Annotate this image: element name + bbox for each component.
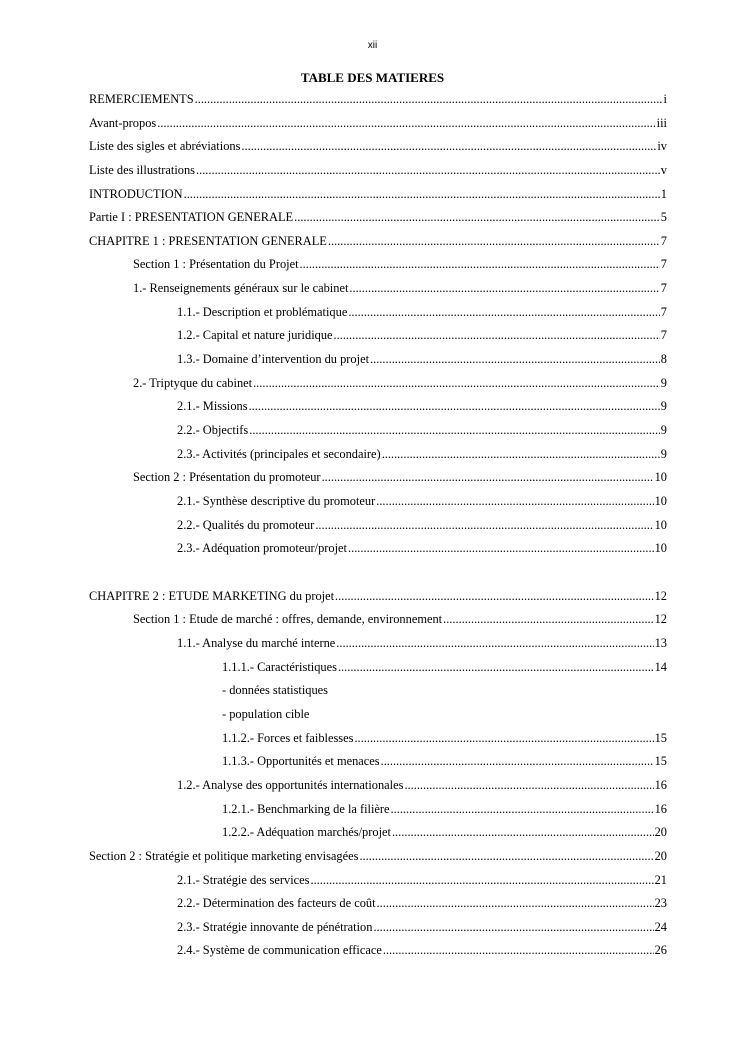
toc-entry-page: 20	[654, 848, 667, 863]
toc-entry-page: 5	[660, 210, 667, 225]
toc-entry-label: Section 1 : Présentation du Projet	[133, 257, 299, 272]
toc-entry[interactable]	[89, 376, 667, 400]
toc-entry[interactable]	[89, 234, 667, 258]
toc-entry-page: 26	[654, 943, 667, 958]
toc-entry-page: 10	[654, 541, 667, 556]
toc-entry-page: 7	[660, 304, 667, 319]
toc-entry-page: 14	[654, 659, 667, 674]
toc-entry[interactable]	[89, 328, 667, 352]
toc-entry-label: 1.1.1.- Caractéristiques	[222, 659, 337, 674]
toc-entry-label: CHAPITRE 2 : ETUDE MARKETING du projet	[89, 588, 335, 603]
toc-entry-label: 2.2.- Qualités du promoteur	[177, 517, 315, 532]
toc-entry-label: 1.1.- Analyse du marché interne	[177, 636, 336, 651]
toc-entry[interactable]	[89, 470, 667, 494]
toc-entry-label: 1.2.- Analyse des opportunités internationales	[177, 777, 404, 792]
toc-entry[interactable]	[89, 423, 667, 447]
toc-entry[interactable]	[89, 257, 667, 281]
toc-dot-leader	[381, 754, 654, 769]
toc-dot-leader	[382, 447, 660, 462]
toc-entry-page: 20	[654, 825, 667, 840]
toc-entry[interactable]	[89, 589, 667, 613]
table-of-contents	[89, 92, 667, 967]
toc-entry[interactable]	[89, 399, 667, 423]
toc-entry-label: 2.2.- Objectifs	[177, 422, 249, 437]
toc-entry-page: 7	[660, 233, 667, 248]
toc-dot-leader	[184, 187, 660, 202]
toc-entry-page: 15	[654, 730, 667, 745]
toc-entry-page: 9	[660, 446, 667, 461]
toc-dot-leader	[196, 163, 660, 178]
toc-entry-label: 1.3.- Domaine d’intervention du projet	[177, 352, 370, 367]
toc-entry[interactable]	[89, 636, 667, 660]
toc-entry[interactable]	[89, 778, 667, 802]
toc-entry[interactable]	[89, 873, 667, 897]
toc-entry-label: 2.3.- Activités (principales et secondaire)	[177, 446, 381, 461]
toc-entry-page: 7	[660, 257, 667, 272]
toc-entry-page: 10	[654, 517, 667, 532]
toc-dot-leader	[370, 352, 660, 367]
toc-dot-leader	[300, 257, 660, 272]
toc-dot-leader	[253, 376, 660, 391]
toc-entry-label: 1.1.3.- Opportunités et menaces	[222, 754, 380, 769]
toc-entry-page: 24	[654, 919, 667, 934]
toc-dot-leader	[349, 281, 659, 296]
toc-entry-label: 2.2.- Détermination des facteurs de coût	[177, 896, 376, 911]
toc-entry-page: 10	[654, 493, 667, 508]
toc-entry-label: 2.3.- Stratégie innovante de pénétration	[177, 919, 373, 934]
toc-dot-leader	[373, 920, 653, 935]
toc-entry-label: Section 2 : Stratégie et politique marketing envisagées	[89, 848, 359, 863]
toc-entry[interactable]	[89, 352, 667, 376]
toc-entry-page: 1	[660, 186, 667, 201]
toc-entry-label: 2.4.- Système de communication efficace	[177, 943, 382, 958]
toc-entry[interactable]	[89, 683, 667, 707]
toc-dot-leader	[383, 943, 654, 958]
toc-entry[interactable]	[89, 139, 667, 163]
toc-entry-label: Avant-propos	[89, 115, 157, 130]
toc-entry[interactable]	[89, 660, 667, 684]
toc-entry-page: 10	[654, 470, 667, 485]
toc-dot-leader	[376, 494, 653, 509]
toc-entry-page: iii	[656, 115, 667, 130]
toc-entry-label: 2.3.- Adéquation promoteur/projet	[177, 541, 347, 556]
toc-entry[interactable]	[89, 210, 667, 234]
toc-entry-label: INTRODUCTION	[89, 186, 183, 201]
toc-entry-label: 1.1.- Description et problématique	[177, 304, 348, 319]
toc-dot-leader	[348, 305, 659, 320]
toc-entry-label: Section 1 : Etude de marché : offres, demande, environnement	[133, 612, 443, 627]
toc-dot-leader	[359, 849, 653, 864]
toc-entry-page: 9	[660, 375, 667, 390]
toc-entry-label: - données statistiques	[222, 683, 328, 698]
toc-dot-leader	[338, 660, 654, 675]
toc-entry-page: 8	[660, 352, 667, 367]
toc-entry[interactable]	[89, 494, 667, 518]
toc-entry[interactable]	[89, 825, 667, 849]
toc-entry[interactable]	[89, 518, 667, 542]
toc-entry-page: i	[663, 92, 667, 106]
toc-dot-leader	[377, 896, 654, 911]
toc-entry-page: 9	[660, 422, 667, 437]
toc-entry[interactable]	[89, 92, 667, 116]
toc-entry-label: 1.2.1.- Benchmarking de la filière	[222, 801, 390, 816]
toc-dot-leader	[195, 92, 663, 107]
toc-entry-label: 2.1.- Stratégie des services	[177, 872, 310, 887]
toc-entry-label: 2.1.- Synthèse descriptive du promoteur	[177, 493, 376, 508]
toc-dot-leader	[249, 423, 660, 438]
toc-dot-leader	[328, 234, 660, 249]
toc-entry[interactable]	[89, 163, 667, 187]
toc-entry-page: 16	[654, 801, 667, 816]
toc-entry[interactable]	[89, 447, 667, 471]
toc-entry[interactable]	[89, 802, 667, 826]
toc-dot-leader	[391, 802, 654, 817]
toc-entry-page: 12	[654, 588, 667, 603]
toc-entry-page: 13	[654, 636, 667, 651]
toc-entry-label: Partie I : PRESENTATION GENERALE	[89, 210, 294, 225]
toc-entry[interactable]	[89, 281, 667, 305]
toc-dot-leader	[249, 399, 660, 414]
toc-entry[interactable]	[89, 920, 667, 944]
toc-dot-leader	[392, 825, 654, 840]
toc-dot-leader	[404, 778, 653, 793]
toc-dot-leader	[348, 541, 654, 556]
toc-entry-page: v	[660, 162, 667, 177]
toc-dot-leader	[315, 518, 653, 533]
toc-entry-page: 12	[654, 612, 667, 627]
toc-entry-page: 21	[654, 872, 667, 887]
toc-entry-label: 2.- Triptyque du cabinet	[133, 375, 253, 390]
toc-entry-label: 1.1.2.- Forces et faiblesses	[222, 730, 354, 745]
toc-entry[interactable]	[89, 707, 667, 731]
toc-dot-leader	[443, 612, 654, 627]
page-number: xii	[367, 40, 378, 51]
toc-entry-label: Liste des sigles et abréviations	[89, 139, 241, 154]
toc-entry[interactable]	[89, 116, 667, 140]
toc-entry[interactable]	[89, 541, 667, 565]
toc-entry[interactable]	[89, 731, 667, 755]
toc-entry[interactable]	[89, 187, 667, 211]
toc-entry-label: CHAPITRE 1 : PRESENTATION GENERALE	[89, 233, 327, 248]
toc-entry-label: Section 2 : Présentation du promoteur	[133, 470, 321, 485]
toc-dot-leader	[241, 139, 656, 154]
toc-entry[interactable]	[89, 754, 667, 778]
toc-entry-label: - population cible	[222, 707, 310, 722]
toc-entry[interactable]	[89, 943, 667, 967]
toc-entry[interactable]	[89, 896, 667, 920]
toc-dot-leader	[322, 470, 654, 485]
toc-dot-leader	[335, 589, 654, 604]
toc-dot-leader	[354, 731, 653, 746]
toc-entry-label: 1.2.- Capital et nature juridique	[177, 328, 333, 343]
toc-entry[interactable]	[89, 612, 667, 636]
document-title: TABLE DES MATIERES	[300, 70, 445, 85]
toc-entry-label: 1.- Renseignements généraux sur le cabinet	[133, 281, 349, 296]
toc-spacer	[89, 565, 667, 589]
toc-entry[interactable]	[89, 849, 667, 873]
toc-entry-page: 23	[654, 896, 667, 911]
toc-entry-page: 16	[654, 777, 667, 792]
toc-entry-page: 9	[660, 399, 667, 414]
toc-entry-page: 7	[660, 281, 667, 296]
toc-dot-leader	[157, 116, 655, 131]
toc-dot-leader	[336, 636, 653, 651]
toc-dot-leader	[310, 873, 653, 888]
toc-entry-page: 7	[660, 328, 667, 343]
toc-entry-label: REMERCIEMENTS	[89, 92, 194, 106]
toc-entry-label: 1.2.2.- Adéquation marchés/projet	[222, 825, 391, 840]
toc-entry-page: iv	[657, 139, 667, 154]
toc-dot-leader	[294, 210, 660, 225]
toc-dot-leader	[334, 328, 660, 343]
toc-entry[interactable]	[89, 305, 667, 329]
toc-entry-label: Liste des illustrations	[89, 162, 195, 177]
toc-entry-label: 2.1.- Missions	[177, 399, 248, 414]
toc-entry-page: 15	[654, 754, 667, 769]
